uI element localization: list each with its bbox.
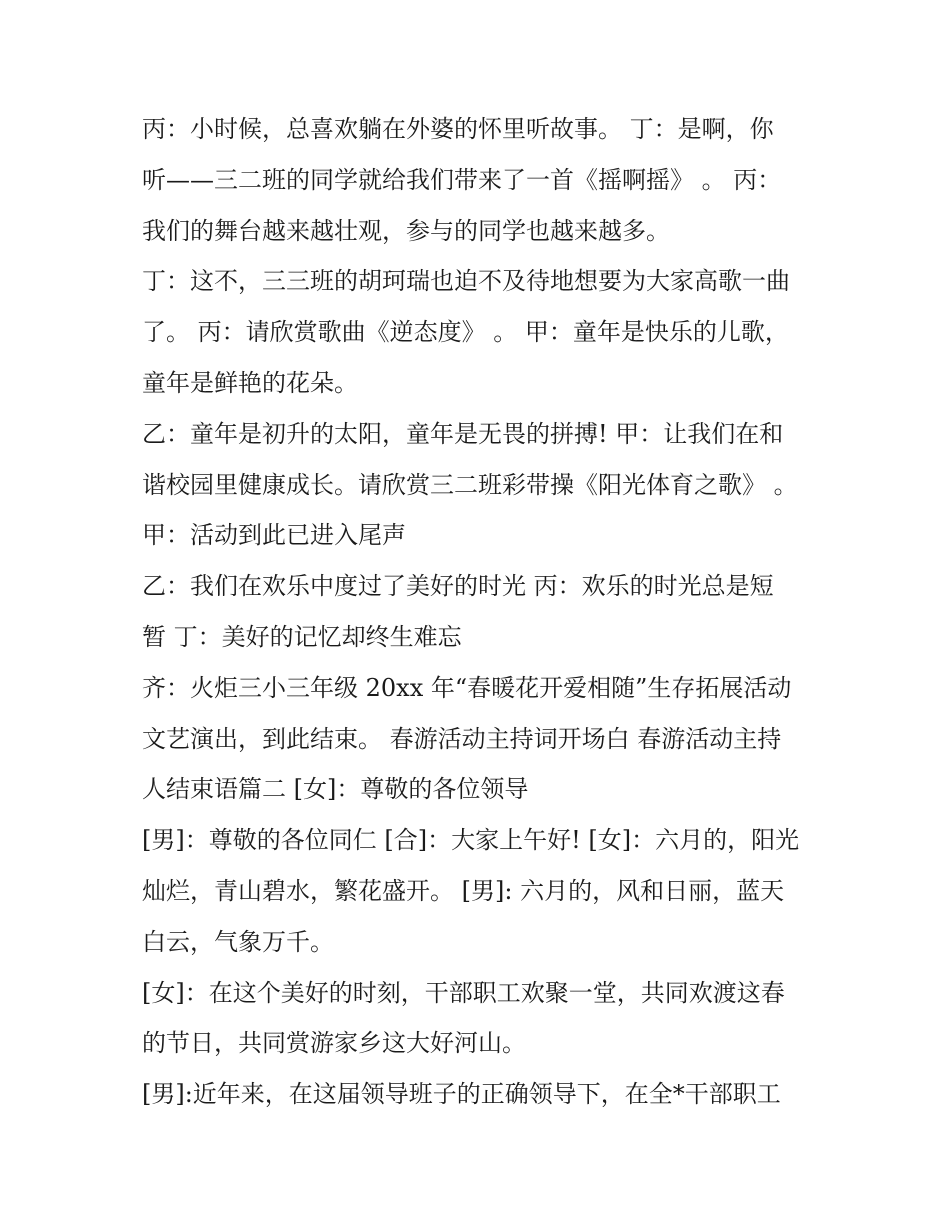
- text-line: 人结束语篇二 [女]：尊敬的各位领导: [142, 775, 529, 804]
- text-line: 丁：这不，三三班的胡珂瑞也迫不及待地想要为大家高歌一曲: [142, 267, 790, 296]
- text-line: 了。 丙：请欣赏歌曲《逆态度》 。 甲：童年是快乐的儿歌，: [142, 318, 789, 347]
- text-line: 乙：我们在欢乐中度过了美好的时光 丙：欢乐的时光总是短: [142, 572, 774, 601]
- document-body: [142, 104, 822, 1120]
- text-line: 我们的舞台越来越壮观，参与的同学也越来越多。: [142, 216, 670, 245]
- text-line: 的节日，共同赏游家乡这大好河山。: [142, 1029, 526, 1058]
- text-line: 听——三二班的同学就给我们带来了一首《摇啊摇》 。 丙：: [142, 165, 782, 194]
- text-line: 乙：童年是初升的太阳，童年是无畏的拼搏! 甲：让我们在和: [142, 419, 784, 448]
- text-line: 丙：小时候，总喜欢躺在外婆的怀里听故事。 丁：是啊，你: [142, 115, 774, 143]
- text-line: 甲：活动到此已进入尾声: [142, 521, 406, 550]
- text-line: [女]：在这个美好的时刻，干部职工欢聚一堂，共同欢渡这春: [142, 978, 785, 1007]
- text-line: 童年是鲜艳的花朵。: [142, 368, 358, 397]
- text-line: 齐：火炬三小三年级 20xx 年“春暖花开爱相随”生存拓展活动: [142, 673, 792, 702]
- text-line: [男]:近年来，在这届领导班子的正确领导下，在全*干部职工: [142, 1080, 781, 1109]
- text-line: 谐校园里健康成长。请欣赏三二班彩带操《阳光体育之歌》 。: [142, 470, 798, 499]
- text-line: 灿烂，青山碧水，繁花盛开。 [男]: 六月的，风和日丽，蓝天: [142, 876, 785, 905]
- text-line: 白云，气象万千。: [142, 927, 334, 956]
- text-line: 文艺演出，到此结束。 春游活动主持词开场白 春游活动主持: [142, 724, 782, 753]
- text-line: [男]：尊敬的各位同仁 [合]：大家上午好! [女]：六月的，阳光: [142, 826, 800, 855]
- text-line: 暂 丁：美好的记忆却终生难忘: [142, 622, 462, 651]
